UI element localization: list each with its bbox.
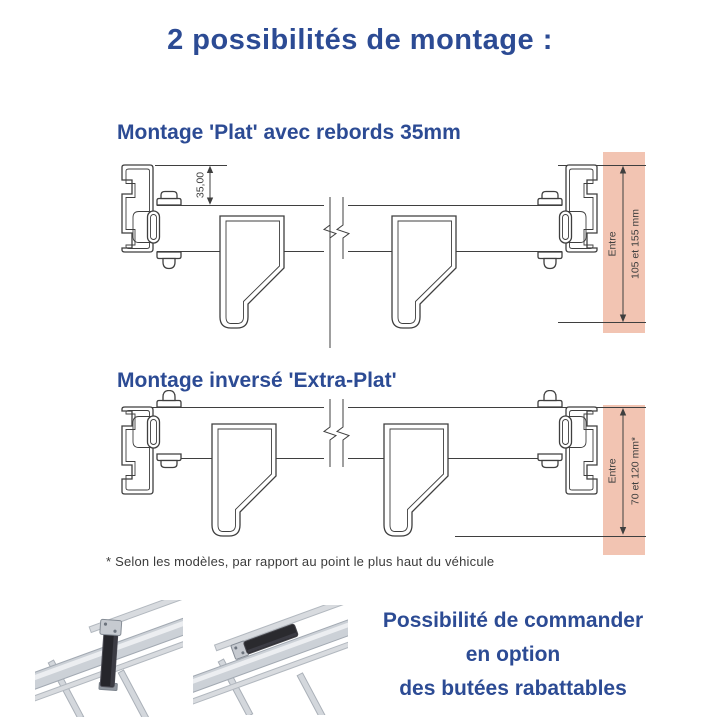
photo-stop-folded: [193, 605, 348, 715]
range-prefix-label: Entre: [606, 458, 619, 484]
page-title: 2 possibilités de montage :: [167, 24, 553, 56]
hook-bracket-right: [384, 424, 448, 536]
break-symbol: [324, 399, 349, 467]
range-prefix-label: Entre: [606, 231, 619, 257]
rail-profile-left: [122, 391, 181, 495]
rail-profile-right: [538, 391, 597, 495]
diagram-montage-plat: [95, 148, 650, 348]
hook-bracket-right: [392, 216, 456, 328]
crossbar-lines: [157, 206, 562, 252]
option-note: [358, 604, 668, 706]
dimension-35-label: 35,00: [194, 171, 207, 199]
range-value-label: 70 et 120 mm*: [629, 436, 642, 506]
hook-bracket-left: [220, 216, 284, 328]
option-note-line1: Possibilité de commander: [382, 609, 644, 632]
dimension-35-arrow: [195, 166, 214, 205]
footnote: * Selon les modèles, par rapport au point le plus haut du véhicule: [106, 554, 495, 569]
option-note-line2: en option: [465, 643, 561, 666]
rail-profile-left: [122, 165, 181, 269]
section-heading-extra-plat: Montage inversé 'Extra-Plat': [117, 369, 397, 392]
range-value-label: 105 et 155 mm: [629, 208, 642, 280]
option-note-line3: des butées rabattables: [399, 677, 627, 700]
hook-bracket-left: [212, 424, 276, 536]
section-heading-plat: Montage 'Plat' avec rebords 35mm: [117, 121, 461, 144]
break-symbol: [324, 197, 349, 348]
rail-profile-right: [538, 165, 597, 269]
photo-stop-upright: [35, 600, 183, 717]
